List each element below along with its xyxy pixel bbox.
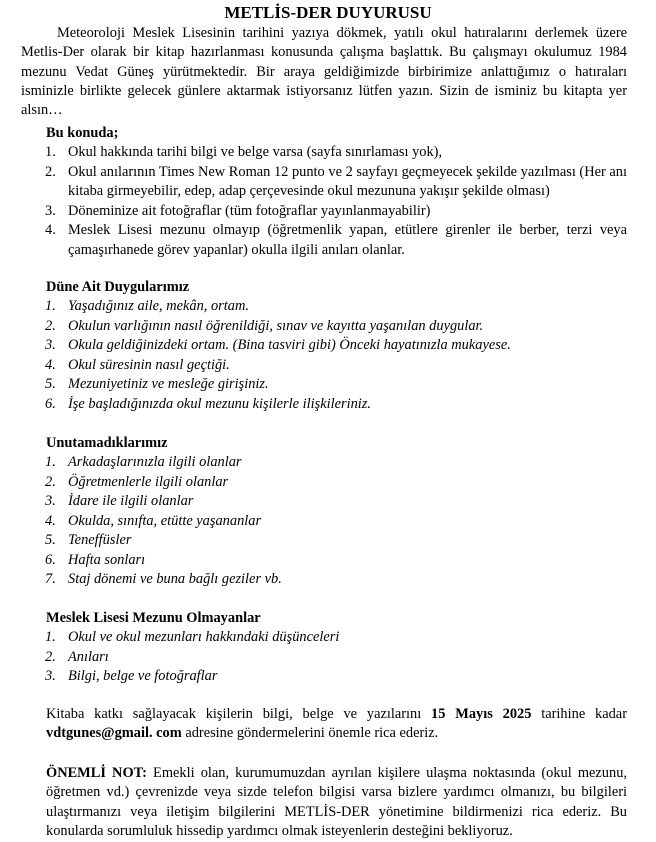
list-item: 2. Öğretmenlerle ilgili olanlar (45, 473, 229, 490)
list-item: 1. Yaşadığınız aile, mekân, ortam. (45, 298, 249, 314)
list-item: 3. Bilgi, belge ve fotoğraflar (45, 668, 218, 684)
list-item: 4. Meslek Lisesi mezunu olmayıp (öğretmenlik yapan, etütlere girenler ile berber, terzi veya çamaşırhanede görev yapanlar) okulla ilgili anıları olanlar. (45, 222, 627, 258)
list-item: 5. Mezuniyetiniz ve mesleğe girişiniz. (45, 376, 269, 392)
list-bu-konuda (21, 143, 627, 260)
important-note: ÖNEMLİ NOT: Emekli olan, kurumumuzdan ayrılan kişilere ulaşma noktasında (okul mezunu, öğretmen vd.) çevrenizde veya sizde telefon bilgisi varsa bizlere yardımcı olmanızı, bu bilgileri ulaştırmanızı veya iletişim bilgilerini METLİS-DER yönetimine bildirmenizi rica ederiz. Bu konularda sorumluluk hissedip yardımcı olmak isteyenlerin desteğini bekliyoruz. (46, 765, 627, 839)
section-heading-unutamadiklarimiz: Unutamadıklarımız (46, 435, 168, 451)
list-dune-ait (21, 297, 627, 414)
list-item: 2. Okul anılarının Times New Roman 12 punto ve 2 sayfayı geçmeyecek şekilde yazılması (Her anı kitaba girmeyebilir, edep, adap çerçevesinde okul mezununa yakışır şekilde olması) (45, 163, 627, 199)
list-item: 3. Okula geldiğinizdeki ortam. (Bina tasviri gibi) Önceki hayatınızla mukayese. (45, 337, 511, 353)
list-item: 3. Döneminize ait fotoğraflar (tüm fotoğraflar yayınlanmayabilir) (45, 202, 431, 219)
intro-paragraph: Meteoroloji Meslek Lisesinin tarihini yazıya dökmek, yatılı okul hatıralarını derlemek üzere Metlis-Der olarak bir kitap hazırlanması konusunda çalışma başlattık. Bu çalışmayı okulumuz 1984 mezunu Vedat Güneş yürütmektedir. Bir araya geldiğimizde birbirimize anlattığımız o hatıraları isminizle birlikte gelecek günlere aktarmak istiyorsanız lütfen yazın. Sizin de isminiz bu kitapta yer alsın… (21, 25, 627, 119)
contact-email: vdtgunes@gmail. com (46, 725, 182, 742)
list-item: 2. Anıları (45, 648, 109, 665)
list-item: 1. Okul ve okul mezunları hakkındaki düşünceleri (45, 629, 340, 645)
list-item: 1. Arkadaşlarınızla ilgili olanlar (45, 454, 242, 470)
list-mezun-olmayanlar (21, 628, 627, 687)
list-unutamadiklarimiz (21, 453, 627, 590)
list-item: 3. İdare ile ilgili olanlar (45, 493, 194, 509)
contribution-paragraph: Kitaba katkı sağlayacak kişilerin bilgi, belge ve yazılarını 15 Mayıs 2025 tarihine kadar vdtgunes@gmail. com adresine göndermelerini önemle rica ederiz. (46, 706, 627, 742)
important-note-label: ÖNEMLİ NOT: (46, 765, 147, 781)
deadline-date: 15 Mayıs 2025 (431, 706, 532, 722)
list-item: 6. Hafta sonları (45, 551, 146, 568)
list-item: 5. Teneffüsler (45, 532, 132, 548)
list-item: 1. Okul hakkında tarihi bilgi ve belge varsa (sayfa sınırlaması yok), (45, 144, 443, 160)
section-heading-mezun-olmayanlar: Meslek Lisesi Mezunu Olmayanlar (46, 610, 261, 626)
list-item: 4. Okul süresinin nasıl geçtiği. (45, 356, 230, 373)
section-heading-bu-konuda: Bu konuda; (46, 125, 119, 141)
list-item: 2. Okulun varlığının nasıl öğrenildiği, sınav ve kayıtta yaşanılan duygular. (45, 317, 484, 334)
section-heading-dune-ait: Düne Ait Duygularımız (46, 279, 190, 295)
list-item: 6. İşe başladığınızda okul mezunu kişilerle ilişkileriniz. (45, 395, 371, 412)
list-item: 7. Staj dönemi ve buna bağlı geziler vb. (45, 571, 282, 587)
list-item: 4. Okulda, sınıfta, etütte yaşananlar (45, 512, 262, 529)
page-title: METLİS-DER DUYURUSU (224, 3, 432, 22)
